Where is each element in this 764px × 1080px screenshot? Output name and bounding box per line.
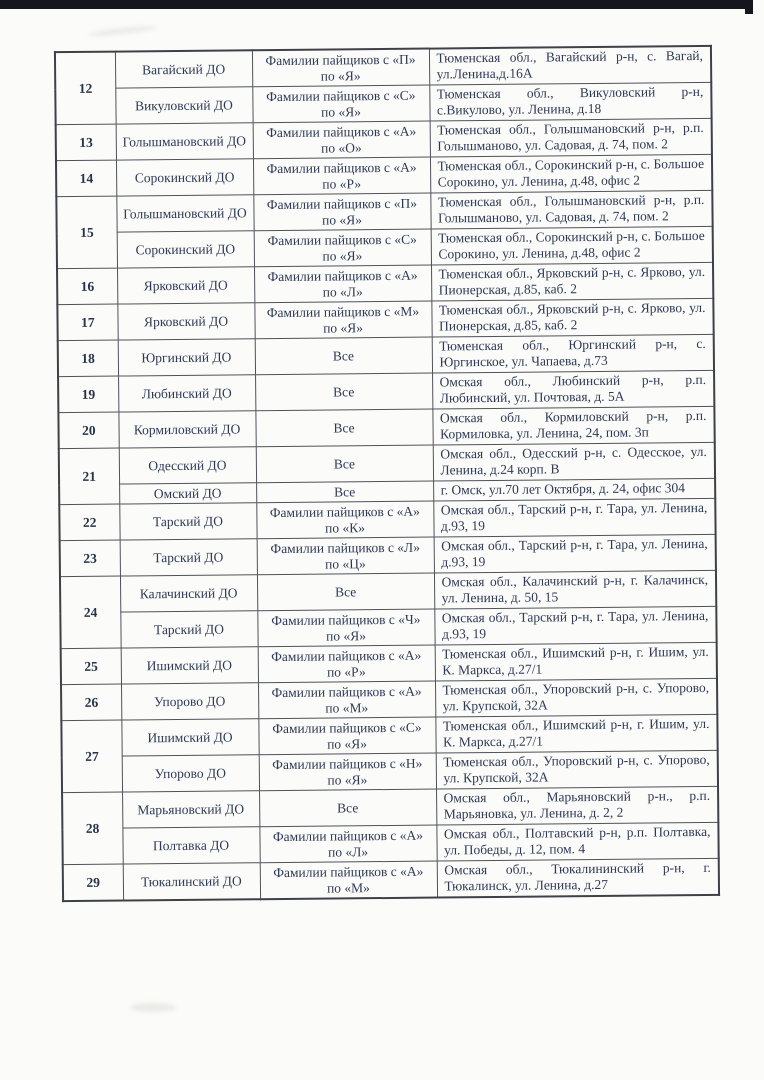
address-cell: Омская обл., Тарский р-н, г. Тара, ул. Ленина, д.93, 19 [434, 534, 716, 573]
row-number-cell: 25 [61, 648, 121, 685]
row-number-cell: 15 [56, 196, 117, 269]
families-range-cell: Фамилии пайщиков с «Н» по «Я» [259, 753, 436, 791]
office-cell: Одесский ДО [119, 447, 256, 484]
office-cell: Упорово ДО [121, 683, 258, 720]
address-cell: Омская обл., Тарский р-н, г. Тара, ул. Ленина, д.93, 19 [434, 606, 716, 645]
office-cell: Полтавка ДО [122, 827, 259, 864]
families-range-cell: Все [256, 445, 433, 483]
address-cell: Омская обл., Калачинский р-н, г. Калачинск, ул. Ленина, д. 50, 15 [434, 570, 716, 609]
scanner-edge-bar [0, 0, 750, 9]
families-range-cell: Все [255, 337, 432, 375]
address-cell: Тюменская обл., Сорокинский р-н, с. Большое Сорокино, ул. Ленина, д.48, офис 2 [431, 226, 713, 265]
office-cell: Тарский ДО [120, 611, 257, 648]
row-number-cell: 16 [57, 268, 117, 305]
office-cell: Калачинский ДО [120, 575, 257, 612]
address-cell: Тюменская обл., Голышмановский р-н, р.п. Голышманово, ул. Садовая, д. 74, пом. 2 [430, 118, 712, 157]
office-cell: Юргинский ДО [118, 339, 255, 376]
families-range-cell: Фамилии пайщиков с «А» по «Р» [253, 157, 430, 195]
families-range-cell: Фамилии пайщиков с «Ч» по «Я» [257, 609, 434, 647]
office-cell: Кормиловский ДО [118, 411, 255, 448]
address-cell: Тюменская обл., Юргинский р-н, с. Юргинское, ул. Чапаева, д.73 [432, 334, 714, 373]
row-number-cell: 24 [60, 576, 121, 649]
families-range-cell: Все [256, 481, 433, 503]
office-cell: Голышмановский ДО [116, 195, 253, 232]
address-cell: Омская обл., Тарский р-н, г. Тара, ул. Ленина, д.93, 19 [433, 498, 715, 537]
office-cell: Сорокинский ДО [117, 231, 254, 268]
address-cell: Тюменская обл., Ярковский р-н, с. Ярково, ул. Пионерская, д.85, каб. 2 [431, 298, 713, 337]
address-cell: Омская обл., Любинский р-н, р.п. Любинский, ул. Почтовая, д. 5А [432, 370, 714, 409]
row-number-cell: 13 [56, 124, 116, 161]
row-number-cell: 12 [55, 52, 116, 125]
families-range-cell: Фамилии пайщиков с «С» по «Я» [252, 85, 429, 123]
scan-smudge [130, 1003, 176, 1012]
branch-table [54, 45, 720, 902]
families-range-cell: Фамилии пайщиков с «А» по «Л» [254, 265, 431, 303]
address-cell: Омская обл., Полтавский р-н, р.п. Полтавка, ул. Победы, д. 12, пом. 4 [436, 822, 718, 861]
table-row [63, 858, 719, 901]
address-cell: Тюменская обл., Ишимский р-н, г. Ишим, ул. К. Маркса, д.27/1 [435, 642, 717, 681]
row-number-cell: 26 [61, 684, 121, 721]
address-cell: Тюменская обл., Упоровский р-н, с. Упорово, ул. Крупской, 32А [435, 678, 717, 717]
families-range-cell: Фамилии пайщиков с «А» по «Л» [259, 825, 436, 863]
office-cell: Тарский ДО [120, 539, 257, 576]
families-range-cell: Все [257, 573, 434, 611]
table-row [55, 46, 711, 89]
office-cell: Викуловский ДО [115, 87, 252, 124]
row-number-cell: 18 [58, 340, 118, 377]
families-range-cell: Все [259, 789, 436, 827]
row-number-cell: 27 [61, 720, 122, 793]
families-range-cell: Все [255, 409, 432, 447]
office-cell: Марьяновский ДО [122, 791, 259, 828]
address-cell: Тюменская обл., Сорокинский р-н, с. Большое Сорокино, ул. Ленина, д.48, офис 2 [430, 154, 712, 193]
families-range-cell: Фамилии пайщиков с «С» по «Я» [254, 229, 431, 267]
office-cell: Вагайский ДО [115, 50, 252, 88]
address-cell: Тюменская обл., Упоровский р-н, с. Упорово, ул. Крупской, 32А [436, 750, 718, 789]
office-cell: Тюкалинский ДО [123, 863, 260, 901]
families-range-cell: Фамилии пайщиков с «А» по «К» [256, 501, 433, 539]
scanner-edge-tick [745, 0, 753, 14]
office-cell: Ишимский ДО [121, 719, 258, 756]
families-range-cell: Все [255, 373, 432, 411]
branch-table-body [55, 46, 719, 901]
families-range-cell: Фамилии пайщиков с «А» по «М» [258, 681, 435, 719]
address-cell: Тюменская обл., Ишимский р-н, г. Ишим, ул. К. Маркса, д.27/1 [435, 714, 717, 753]
office-cell: Любинский ДО [118, 375, 255, 412]
address-cell: Тюменская обл., Вагайский р-н, с. Вагай, ул.Ленина,д.16А [429, 46, 711, 85]
office-cell: Тарский ДО [119, 503, 256, 540]
address-cell: Омская обл., Одесский р-н, с. Одесское, ул. Ленина, д.24 корп. В [433, 442, 715, 481]
families-range-cell: Фамилии пайщиков с «А» по «О» [253, 121, 430, 159]
row-number-cell: 29 [63, 864, 123, 901]
row-number-cell: 20 [58, 412, 118, 449]
families-range-cell: Фамилии пайщиков с «П» по «Я» [252, 49, 429, 87]
scan-smudge [88, 24, 158, 37]
row-number-cell: 28 [62, 792, 123, 865]
families-range-cell: Фамилии пайщиков с «П» по «Я» [253, 193, 430, 231]
row-number-cell: 23 [60, 540, 120, 577]
row-number-cell: 19 [58, 376, 118, 413]
office-cell: Ярковский ДО [117, 303, 254, 340]
office-cell: Сорокинский ДО [116, 159, 253, 196]
office-cell: Голышмановский ДО [116, 123, 253, 160]
document-table-area [54, 45, 718, 902]
families-range-cell: Фамилии пайщиков с «Л» по «Ц» [257, 537, 434, 575]
families-range-cell: Фамилии пайщиков с «М» по «Я» [254, 301, 431, 339]
address-cell: Омская обл., Тюкалининский р-н, г. Тюкалинск, ул. Ленина, д.27 [437, 858, 719, 897]
families-range-cell: Фамилии пайщиков с «С» по «Я» [258, 717, 435, 755]
office-cell: Упорово ДО [122, 755, 259, 792]
row-number-cell: 21 [59, 448, 120, 505]
office-cell: Омский ДО [119, 483, 256, 504]
address-cell: г. Омск, ул.70 лет Октября, д. 24, офис 304 [433, 478, 715, 501]
families-range-cell: Фамилии пайщиков с «А» по «М» [260, 861, 437, 899]
families-range-cell: Фамилии пайщиков с «А» по «Р» [258, 645, 435, 683]
office-cell: Ярковский ДО [117, 267, 254, 304]
address-cell: Омская обл., Кормиловский р-н, р.п. Кормиловка, ул. Ленина, 24, пом. 3п [432, 406, 714, 445]
row-number-cell: 17 [57, 304, 117, 341]
address-cell: Тюменская обл., Викуловский р-н, с.Викулово, ул. Ленина, д.18 [429, 82, 711, 121]
row-number-cell: 14 [56, 160, 116, 197]
address-cell: Тюменская обл., Ярковский р-н, с. Ярково, ул. Пионерская, д.85, каб. 2 [431, 262, 713, 301]
row-number-cell: 22 [59, 504, 119, 541]
address-cell: Омская обл., Марьяновский р-н., р.п. Марьяновка, ул. Ленина, д. 2, 2 [436, 786, 718, 825]
address-cell: Тюменская обл., Голышмановский р-н, р.п. Голышманово, ул. Садовая, д. 74, пом. 2 [430, 190, 712, 229]
office-cell: Ишимский ДО [121, 647, 258, 684]
